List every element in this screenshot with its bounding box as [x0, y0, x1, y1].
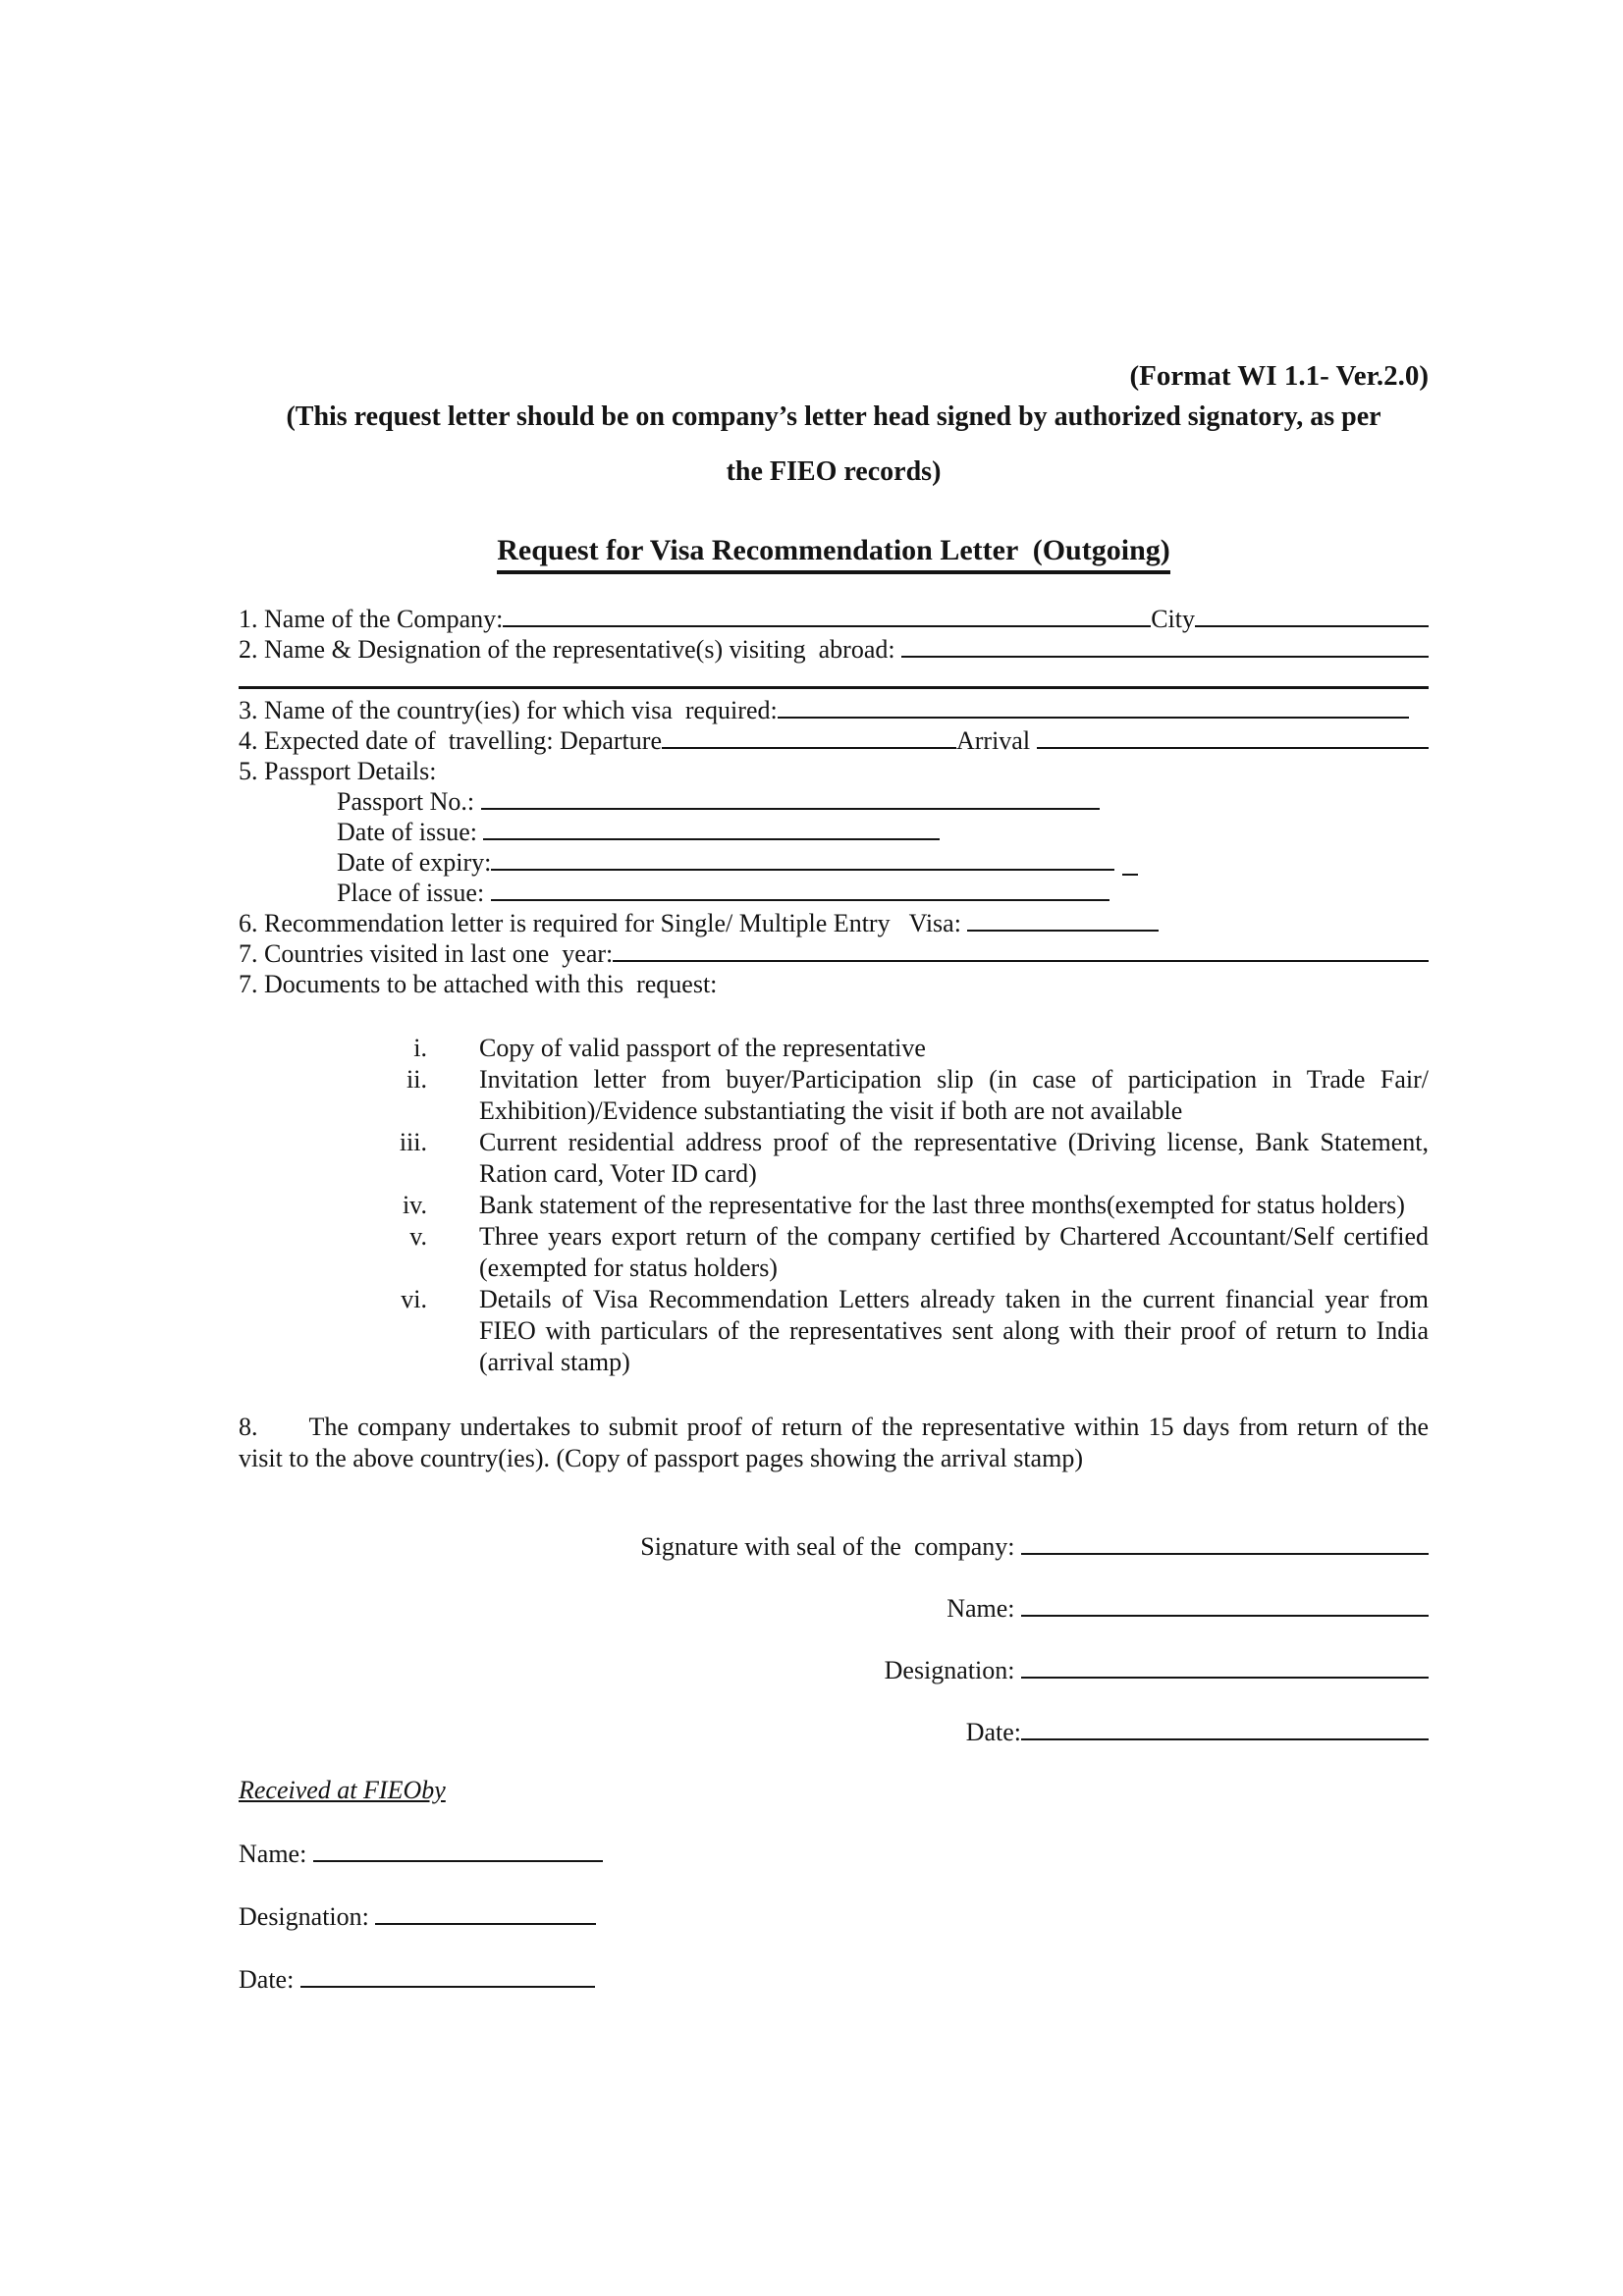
country-label: 3. Name of the country(ies) for which visa required: — [239, 696, 778, 724]
countries-visited-label: 7. Countries visited in last one year: — [239, 939, 614, 968]
company-name-blank — [503, 625, 1151, 627]
list-item-gap — [427, 1284, 479, 1378]
list-item-text: Invitation letter from buyer/Participation slip (in case of participation in Trade Fair/ Exhibition)/Evidence substantiating the visit if both are not available — [479, 1065, 1429, 1125]
list-item-numeral: vi. — [401, 1285, 427, 1313]
representative-blank — [901, 656, 1429, 658]
list-item — [239, 1221, 1429, 1284]
signatory-name-label: Name: — [947, 1594, 1021, 1623]
list-item-text: Current residential address proof of the representative (Driving license, Bank Statement, Ration card, Voter ID card) — [479, 1128, 1429, 1188]
documents-list — [239, 1033, 1429, 1378]
arrival-date-blank — [1037, 747, 1429, 749]
representative-label: 2. Name & Designation of the representative(s) visiting abroad: — [239, 635, 902, 664]
city-blank — [1195, 625, 1429, 627]
visa-entry-type-blank — [967, 930, 1159, 932]
document-content — [239, 359, 1429, 1995]
date-of-expiry-line — [239, 847, 1429, 878]
date-of-expiry-blank-stub — [1122, 874, 1138, 876]
signature-date-blank — [1021, 1738, 1429, 1740]
instruction-note-line1: (This request letter should be on company’s letter head signed by authorized signatory, as per — [286, 401, 1381, 432]
date-of-expiry-blank — [491, 869, 1114, 871]
title-row — [239, 534, 1429, 574]
place-of-issue-label: Place of issue: — [337, 879, 491, 907]
list-item-numeral: v. — [409, 1222, 427, 1251]
page-title: Request for Visa Recommendation Letter (Outgoing) — [497, 534, 1170, 574]
form-section — [239, 604, 1429, 999]
list-item-numeral: i. — [413, 1034, 427, 1062]
received-designation-label: Designation: — [239, 1902, 376, 1931]
list-item-gap — [427, 1221, 479, 1284]
countries-visited-blank — [613, 960, 1429, 962]
undertaking-paragraph — [239, 1412, 1429, 1474]
list-item-text: Copy of valid passport of the representative — [479, 1034, 926, 1062]
date-of-expiry-label: Date of expiry: — [337, 848, 492, 877]
place-of-issue-blank — [491, 899, 1109, 901]
representative-blank-continued — [239, 665, 1429, 689]
entry-type-label: 6. Recommendation letter is required for Single/ Multiple Entry Visa: — [239, 909, 968, 937]
country-blank — [778, 717, 1409, 719]
company-name-label: 1. Name of the Company: — [239, 605, 504, 633]
passport-details-heading-line — [239, 756, 1429, 786]
signatory-designation-blank — [1021, 1677, 1429, 1679]
documents-heading-label: 7. Documents to be attached with this request: — [239, 970, 718, 998]
entry-type-line — [239, 908, 1429, 938]
undertaking-text: The company undertakes to submit proof of return of the representative within 15 days from return of the visit to the above country(ies). (Copy of passport pages showing the arrival stamp) — [239, 1413, 1429, 1472]
list-item-gap — [427, 1064, 479, 1127]
documents-heading-line — [239, 969, 1429, 999]
list-item-text: Details of Visa Recommendation Letters already taken in the current financial year from FIEO with particulars of the representatives sent along with their proof of return to India (arrival stamp) — [479, 1285, 1429, 1376]
signatory-name-blank — [1021, 1615, 1429, 1617]
arrival-label: Arrival — [955, 726, 1037, 755]
received-at-fieo-heading: Received at FIEOby — [239, 1776, 446, 1804]
received-designation-blank — [375, 1923, 596, 1925]
signatory-name-line — [239, 1593, 1429, 1624]
instruction-note-line2: the FIEO records) — [726, 456, 942, 487]
signature-date-line — [239, 1717, 1429, 1747]
received-date-line — [239, 1964, 1429, 1995]
received-date-label: Date: — [239, 1965, 300, 1994]
list-item-numeral: ii. — [406, 1065, 427, 1094]
passport-details-label: 5. Passport Details: — [239, 757, 437, 785]
passport-no-label: Passport No.: — [337, 787, 481, 816]
departure-label: 4. Expected date of travelling: Departure — [239, 726, 662, 755]
received-name-label: Name: — [239, 1840, 313, 1868]
received-designation-line — [239, 1901, 1429, 1932]
list-item-numeral: iii. — [399, 1128, 427, 1156]
list-item — [239, 1064, 1429, 1127]
country-line — [239, 695, 1429, 725]
signature-date-label: Date: — [965, 1718, 1021, 1746]
company-signature-label: Signature with seal of the company: — [640, 1532, 1021, 1561]
countries-visited-line — [239, 938, 1429, 969]
list-item-gap — [427, 1127, 479, 1190]
signatory-designation-label: Designation: — [884, 1656, 1021, 1684]
undertaking-number: 8. — [239, 1413, 258, 1441]
list-item-text: Bank statement of the representative for the last three months(exempted for status holders) — [479, 1191, 1405, 1219]
company-signature-line — [239, 1531, 1429, 1562]
list-item-numeral: iv. — [402, 1191, 427, 1219]
list-item — [239, 1033, 1429, 1064]
company-name-line — [239, 604, 1429, 634]
city-label: City — [1151, 605, 1195, 633]
received-name-blank — [313, 1860, 603, 1862]
signatory-designation-line — [239, 1655, 1429, 1685]
list-item — [239, 1284, 1429, 1378]
passport-no-blank — [481, 808, 1100, 810]
passport-no-line — [239, 786, 1429, 817]
date-of-issue-blank — [483, 838, 940, 840]
format-version-note: (Format WI 1.1- Ver.2.0) — [1129, 360, 1429, 392]
signature-blank — [1021, 1553, 1429, 1555]
received-name-line — [239, 1839, 1429, 1869]
list-item — [239, 1190, 1429, 1221]
list-item-text: Three years export return of the company certified by Chartered Accountant/Self certified (exempted for status holders) — [479, 1222, 1429, 1282]
list-item-gap — [427, 1033, 479, 1064]
representative-line — [239, 634, 1429, 665]
travel-dates-line — [239, 725, 1429, 756]
departure-date-blank — [662, 747, 956, 749]
list-item-gap — [427, 1190, 479, 1221]
date-of-issue-line — [239, 817, 1429, 847]
received-date-blank — [300, 1986, 595, 1988]
list-item — [239, 1127, 1429, 1190]
date-of-issue-label: Date of issue: — [337, 818, 484, 846]
place-of-issue-line — [239, 878, 1429, 908]
